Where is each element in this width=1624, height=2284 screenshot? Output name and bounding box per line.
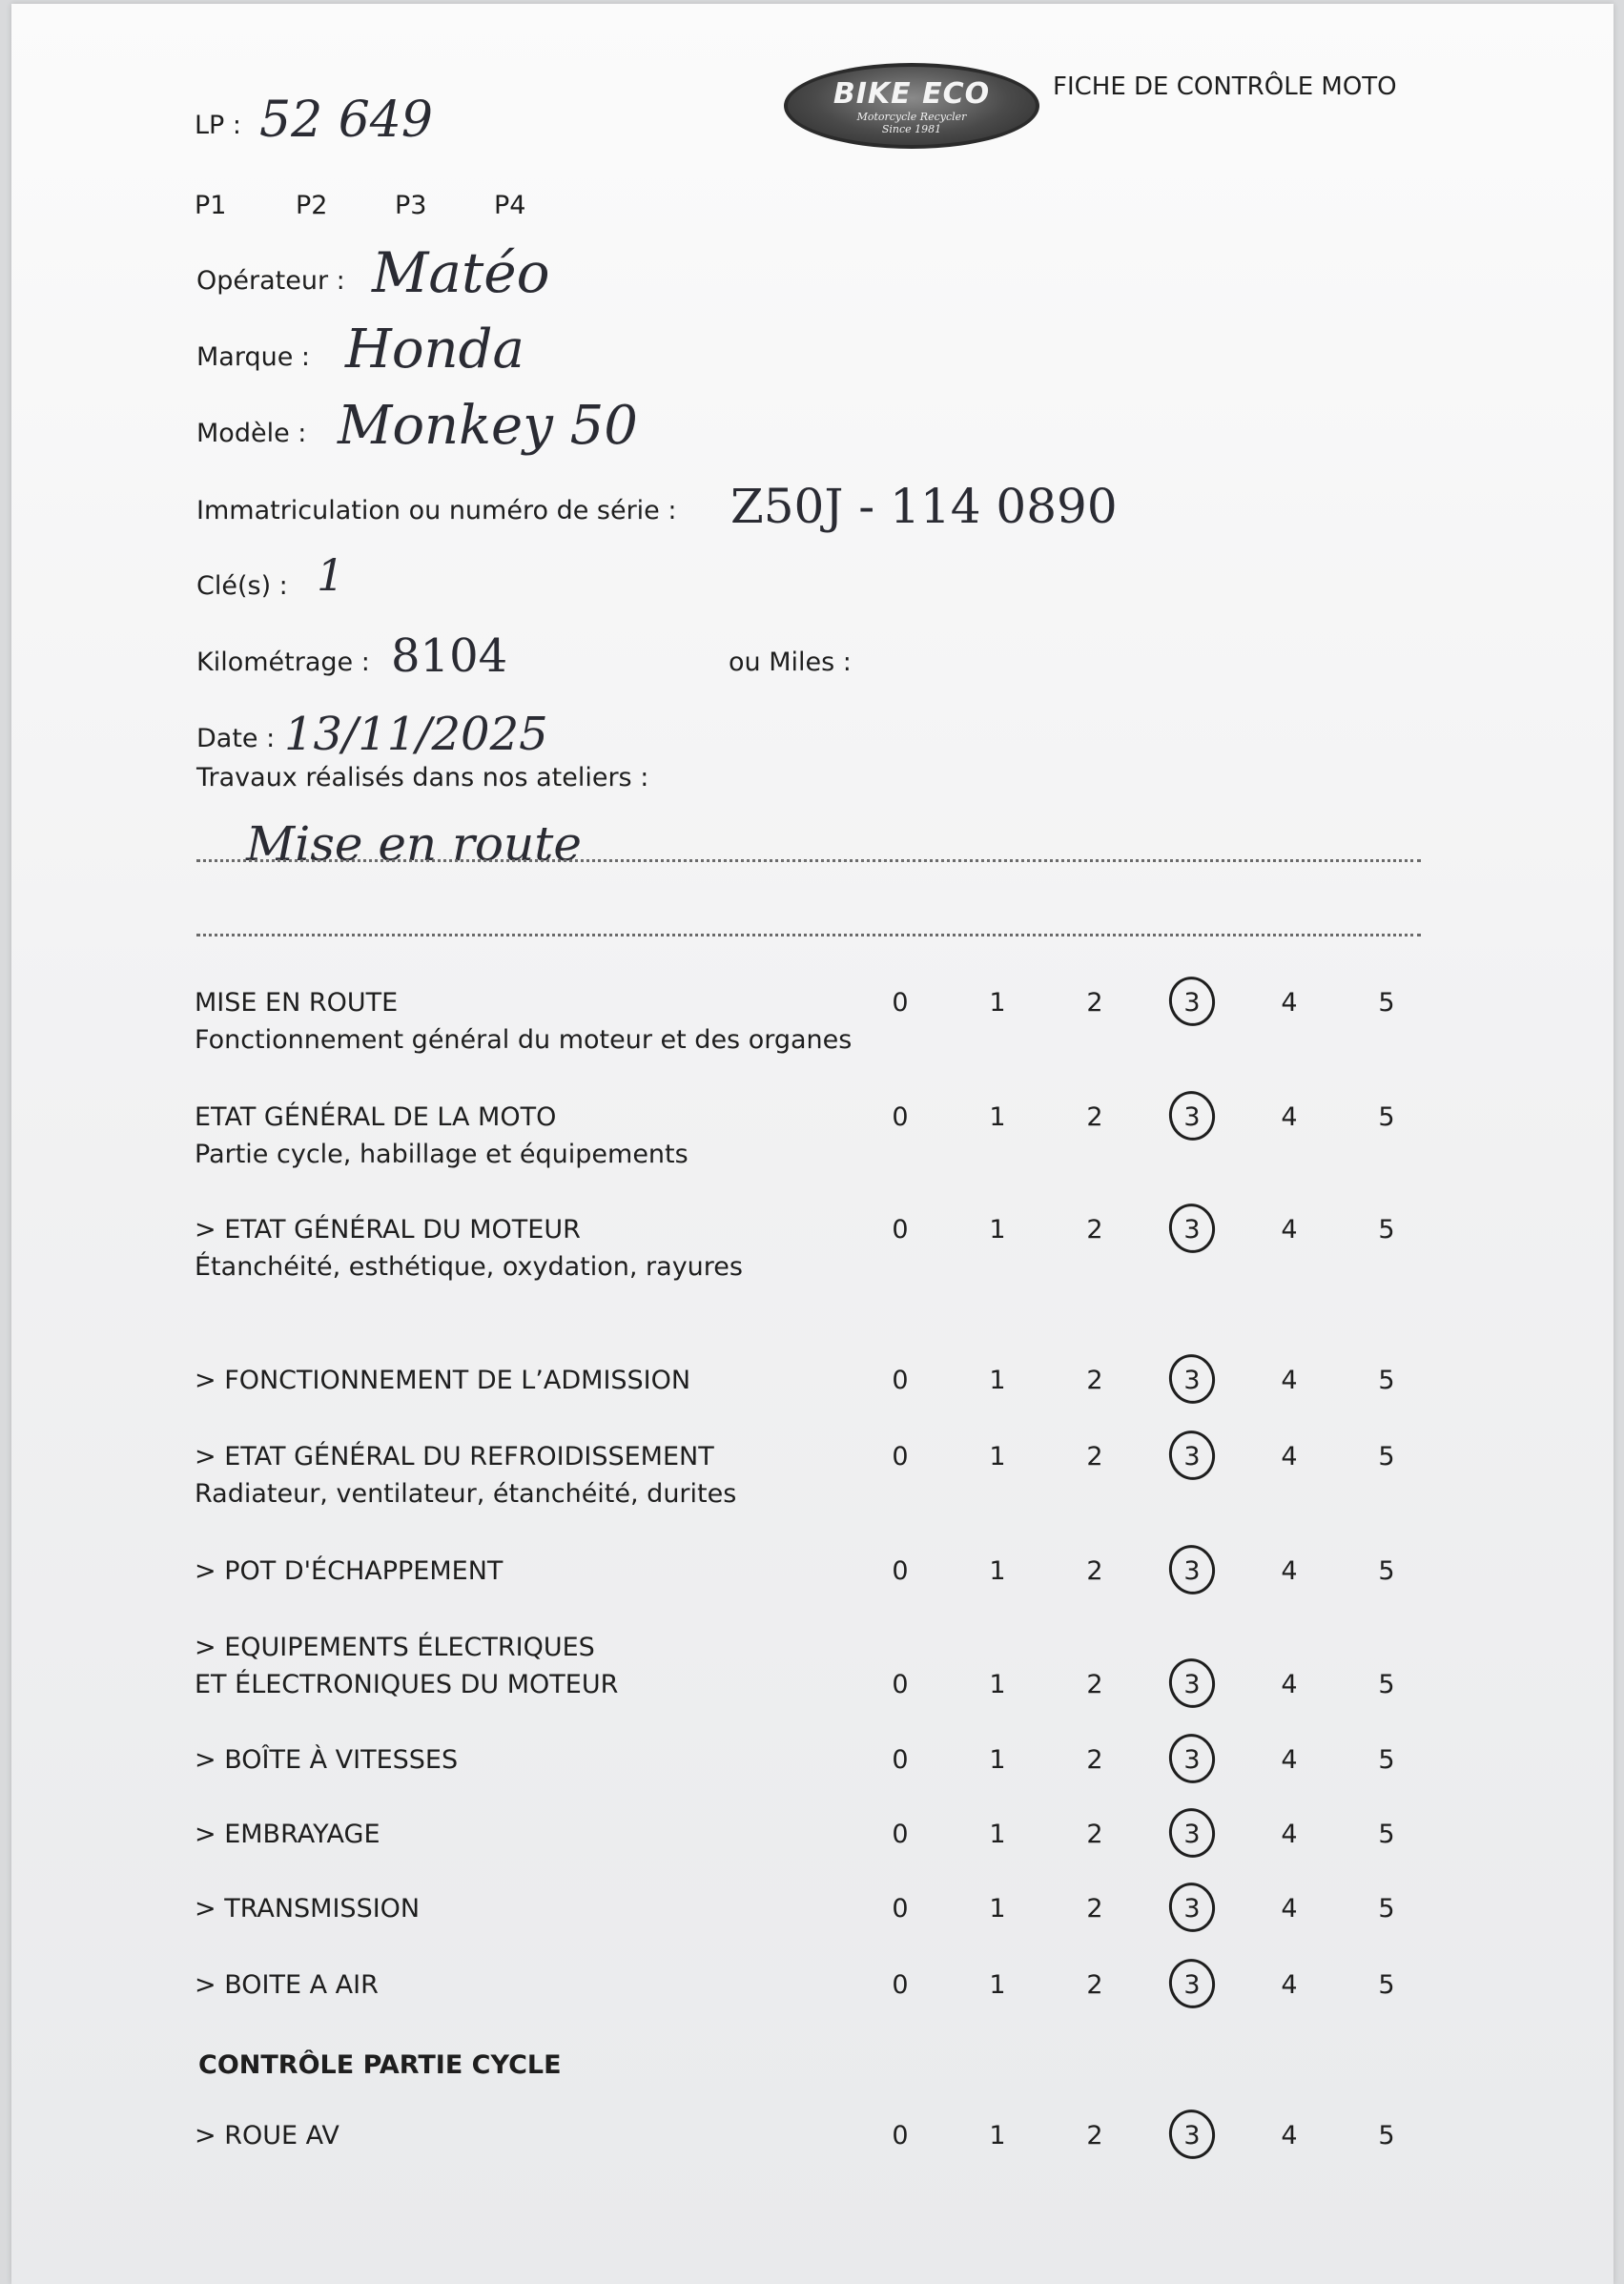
travaux-line-1 <box>196 859 1421 862</box>
operateur-value[interactable]: Matéo <box>372 240 550 305</box>
check-row <box>195 1366 1415 1451</box>
score-option-5[interactable]: 5 <box>1378 1366 1395 1395</box>
immatriculation-value[interactable]: Z50J - 114 0890 <box>730 479 1118 534</box>
check-title: > BOITE A AIR <box>195 1970 379 2000</box>
immatriculation-label: Immatriculation ou numéro de série : <box>196 496 677 525</box>
score-option-0[interactable]: 0 <box>892 1215 909 1245</box>
score-option-3[interactable]: 3 <box>1183 1894 1201 1924</box>
position-p4[interactable]: P4 <box>494 191 526 220</box>
score-option-3[interactable]: 3 <box>1183 1102 1201 1132</box>
score-option-4[interactable]: 4 <box>1281 1820 1298 1849</box>
check-title: ETAT GÉNÉRAL DE LA MOTO <box>195 1102 557 1132</box>
score-option-5[interactable]: 5 <box>1378 1970 1395 2000</box>
check-subtitle: Radiateur, ventilateur, étanchéité, durites <box>195 1479 737 1509</box>
check-title: > FONCTIONNEMENT DE L’ADMISSION <box>195 1366 691 1395</box>
score-option-0[interactable]: 0 <box>892 1556 909 1586</box>
score-option-2[interactable]: 2 <box>1086 1556 1103 1586</box>
marque-label: Marque : <box>196 342 311 372</box>
score-option-4[interactable]: 4 <box>1281 1102 1298 1132</box>
check-subtitle: ET ÉLECTRONIQUES DU MOTEUR <box>195 1670 619 1699</box>
logo-since: Since 1981 <box>881 122 942 135</box>
sheet-title: FICHE DE CONTRÔLE MOTO <box>1053 72 1397 101</box>
score-option-1[interactable]: 1 <box>989 1820 1006 1849</box>
score-option-2[interactable]: 2 <box>1086 1442 1103 1471</box>
check-row <box>195 1745 1415 1831</box>
lp-value[interactable]: 52 649 <box>259 92 433 149</box>
score-option-2[interactable]: 2 <box>1086 1366 1103 1395</box>
score-option-2[interactable]: 2 <box>1086 1820 1103 1849</box>
check-subtitle: Partie cycle, habillage et équipements <box>195 1140 689 1169</box>
score-option-0[interactable]: 0 <box>892 1820 909 1849</box>
score-option-2[interactable]: 2 <box>1086 1670 1103 1699</box>
score-option-1[interactable]: 1 <box>989 2121 1006 2150</box>
check-row <box>195 1102 1415 1188</box>
score-option-5[interactable]: 5 <box>1378 988 1395 1018</box>
score-option-5[interactable]: 5 <box>1378 2121 1395 2150</box>
score-option-2[interactable]: 2 <box>1086 2121 1103 2150</box>
score-option-0[interactable]: 0 <box>892 2121 909 2150</box>
miles-label: ou Miles : <box>729 648 852 677</box>
score-option-4[interactable]: 4 <box>1281 1894 1298 1924</box>
score-option-4[interactable]: 4 <box>1281 1670 1298 1699</box>
position-p1[interactable]: P1 <box>195 191 227 220</box>
score-option-2[interactable]: 2 <box>1086 988 1103 1018</box>
check-row <box>195 1556 1415 1642</box>
score-option-4[interactable]: 4 <box>1281 2121 1298 2150</box>
score-option-0[interactable]: 0 <box>892 988 909 1018</box>
score-option-0[interactable]: 0 <box>892 1366 909 1395</box>
score-option-0[interactable]: 0 <box>892 1745 909 1775</box>
score-option-1[interactable]: 1 <box>989 988 1006 1018</box>
section-partie-cycle-title: CONTRÔLE PARTIE CYCLE <box>198 2050 562 2080</box>
score-option-4[interactable]: 4 <box>1281 1556 1298 1586</box>
score-option-3[interactable]: 3 <box>1183 1820 1201 1849</box>
check-row <box>195 1442 1415 1528</box>
score-option-1[interactable]: 1 <box>989 1442 1006 1471</box>
score-option-2[interactable]: 2 <box>1086 1745 1103 1775</box>
date-label: Date : <box>196 724 276 753</box>
check-title: > POT D'ÉCHAPPEMENT <box>195 1556 504 1586</box>
position-p3[interactable]: P3 <box>395 191 427 220</box>
score-option-2[interactable]: 2 <box>1086 1215 1103 1245</box>
score-option-1[interactable]: 1 <box>989 1894 1006 1924</box>
score-option-5[interactable]: 5 <box>1378 1820 1395 1849</box>
score-option-3[interactable]: 3 <box>1183 988 1201 1018</box>
modele-value[interactable]: Monkey 50 <box>338 395 638 457</box>
check-subtitle: Étanchéité, esthétique, oxydation, rayures <box>195 1252 743 1282</box>
kilometrage-value[interactable]: 8104 <box>391 629 508 683</box>
check-row <box>195 2121 1415 2207</box>
score-option-0[interactable]: 0 <box>892 1970 909 2000</box>
score-option-4[interactable]: 4 <box>1281 1366 1298 1395</box>
travaux-label: Travaux réalisés dans nos ateliers : <box>196 763 649 792</box>
check-title: MISE EN ROUTE <box>195 988 399 1018</box>
score-option-5[interactable]: 5 <box>1378 1894 1395 1924</box>
check-row <box>195 988 1415 1074</box>
score-option-3[interactable]: 3 <box>1183 2121 1201 2150</box>
modele-label: Modèle : <box>196 419 307 448</box>
check-subtitle: Fonctionnement général du moteur et des organes <box>195 1025 853 1055</box>
score-option-4[interactable]: 4 <box>1281 1215 1298 1245</box>
check-row <box>195 1820 1415 1905</box>
score-option-1[interactable]: 1 <box>989 1215 1006 1245</box>
check-row <box>195 1633 1415 1718</box>
check-title: > EQUIPEMENTS ÉLECTRIQUES <box>195 1633 595 1662</box>
cles-label: Clé(s) : <box>196 571 288 601</box>
score-option-1[interactable]: 1 <box>989 1970 1006 2000</box>
score-option-3[interactable]: 3 <box>1183 1745 1201 1775</box>
bike-eco-logo <box>784 63 1039 149</box>
check-row <box>195 1894 1415 1980</box>
check-title: > ETAT GÉNÉRAL DU REFROIDISSEMENT <box>195 1442 714 1471</box>
check-row <box>195 1970 1415 2056</box>
score-option-2[interactable]: 2 <box>1086 1970 1103 2000</box>
score-option-5[interactable]: 5 <box>1378 1442 1395 1471</box>
score-option-4[interactable]: 4 <box>1281 1970 1298 2000</box>
score-option-3[interactable]: 3 <box>1183 1442 1201 1471</box>
check-title: > BOÎTE À VITESSES <box>195 1745 459 1775</box>
check-row <box>195 1215 1415 1301</box>
score-option-0[interactable]: 0 <box>892 1102 909 1132</box>
score-option-1[interactable]: 1 <box>989 1366 1006 1395</box>
score-option-3[interactable]: 3 <box>1183 1970 1201 2000</box>
logo-subtitle: Motorcycle Recycler <box>856 110 967 123</box>
check-title: > EMBRAYAGE <box>195 1820 380 1849</box>
score-option-2[interactable]: 2 <box>1086 1894 1103 1924</box>
score-option-4[interactable]: 4 <box>1281 1442 1298 1471</box>
score-option-4[interactable]: 4 <box>1281 1745 1298 1775</box>
score-option-5[interactable]: 5 <box>1378 1670 1395 1699</box>
check-title: > ETAT GÉNÉRAL DU MOTEUR <box>195 1215 581 1245</box>
operateur-label: Opérateur : <box>196 266 345 296</box>
position-p2[interactable]: P2 <box>296 191 328 220</box>
score-option-0[interactable]: 0 <box>892 1670 909 1699</box>
score-option-5[interactable]: 5 <box>1378 1556 1395 1586</box>
date-value[interactable]: 13/11/2025 <box>284 708 548 761</box>
travaux-line-2 <box>196 934 1421 936</box>
score-option-4[interactable]: 4 <box>1281 988 1298 1018</box>
marque-value[interactable]: Honda <box>345 319 524 381</box>
score-option-0[interactable]: 0 <box>892 1442 909 1471</box>
score-option-3[interactable]: 3 <box>1183 1215 1201 1245</box>
score-option-1[interactable]: 1 <box>989 1670 1006 1699</box>
check-title: > TRANSMISSION <box>195 1894 421 1924</box>
score-option-1[interactable]: 1 <box>989 1556 1006 1586</box>
score-option-1[interactable]: 1 <box>989 1102 1006 1132</box>
travaux-value[interactable]: Mise en route <box>246 816 582 872</box>
check-title: > ROUE AV <box>195 2121 339 2150</box>
score-option-2[interactable]: 2 <box>1086 1102 1103 1132</box>
score-option-3[interactable]: 3 <box>1183 1556 1201 1586</box>
score-option-5[interactable]: 5 <box>1378 1215 1395 1245</box>
score-option-3[interactable]: 3 <box>1183 1670 1201 1699</box>
score-option-5[interactable]: 5 <box>1378 1102 1395 1132</box>
score-option-1[interactable]: 1 <box>989 1745 1006 1775</box>
score-option-3[interactable]: 3 <box>1183 1366 1201 1395</box>
logo-text: BIKE ECO <box>833 76 991 111</box>
score-option-5[interactable]: 5 <box>1378 1745 1395 1775</box>
score-option-0[interactable]: 0 <box>892 1894 909 1924</box>
kilometrage-label: Kilométrage : <box>196 648 370 677</box>
lp-label: LP : <box>195 111 242 140</box>
cles-value[interactable]: 1 <box>317 549 345 601</box>
